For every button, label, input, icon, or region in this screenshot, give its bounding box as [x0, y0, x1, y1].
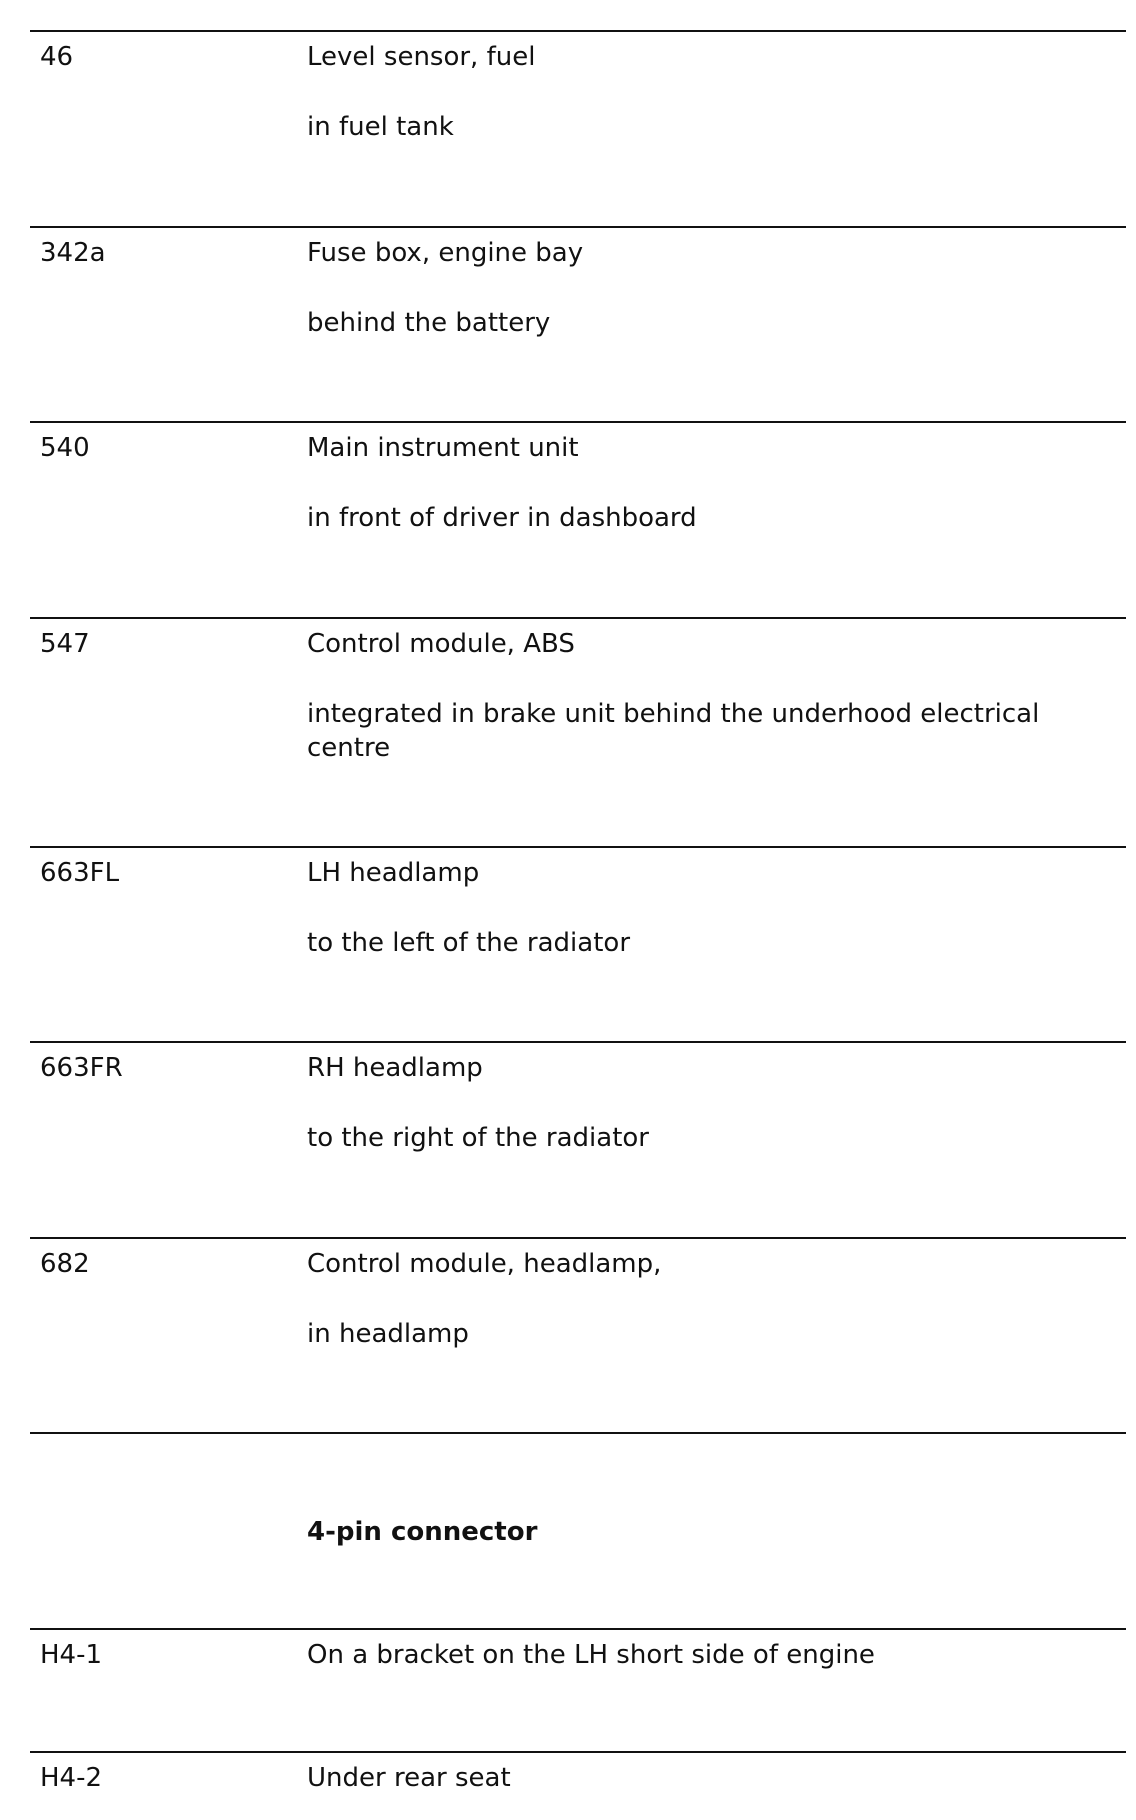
component-code: 663FL: [40, 858, 120, 888]
row-divider: [30, 846, 1126, 848]
section-heading: 4-pin connector: [307, 1517, 538, 1547]
component-title: Main instrument unit: [307, 433, 579, 463]
row-divider: [30, 617, 1126, 619]
row-divider: [30, 1751, 1126, 1753]
component-location: to the left of the radiator: [307, 928, 631, 958]
row-divider: [30, 1628, 1126, 1630]
component-code: 342a: [40, 238, 106, 268]
row-divider: [30, 30, 1126, 32]
component-title: Control module, headlamp,: [307, 1249, 662, 1279]
row-divider: [30, 226, 1126, 228]
component-title: RH headlamp: [307, 1053, 483, 1083]
component-location: integrated in brake unit behind the underhood electrical centre: [307, 699, 1040, 763]
component-code: 663FR: [40, 1053, 123, 1083]
component-location: to the right of the radiator: [307, 1123, 649, 1153]
row-divider: [30, 1041, 1126, 1043]
component-location: in front of driver in dashboard: [307, 503, 697, 533]
row-divider: [30, 1237, 1126, 1239]
connector-location: Under rear seat: [307, 1763, 511, 1793]
component-code: 540: [40, 433, 90, 463]
connector-location: On a bracket on the LH short side of engine: [307, 1640, 875, 1670]
component-location: behind the battery: [307, 308, 551, 338]
connector-code: H4-2: [40, 1763, 103, 1793]
component-title: Level sensor, fuel: [307, 42, 536, 72]
component-code: 547: [40, 629, 90, 659]
connector-code: H4-1: [40, 1640, 103, 1670]
row-divider: [30, 421, 1126, 423]
component-code: 682: [40, 1249, 90, 1279]
component-title: Control module, ABS: [307, 629, 575, 659]
section-divider: [30, 1432, 1126, 1434]
component-location: in fuel tank: [307, 112, 454, 142]
component-title: Fuse box, engine bay: [307, 238, 584, 268]
component-code: 46: [40, 42, 74, 72]
component-title: LH headlamp: [307, 858, 480, 888]
component-location: in headlamp: [307, 1319, 469, 1349]
